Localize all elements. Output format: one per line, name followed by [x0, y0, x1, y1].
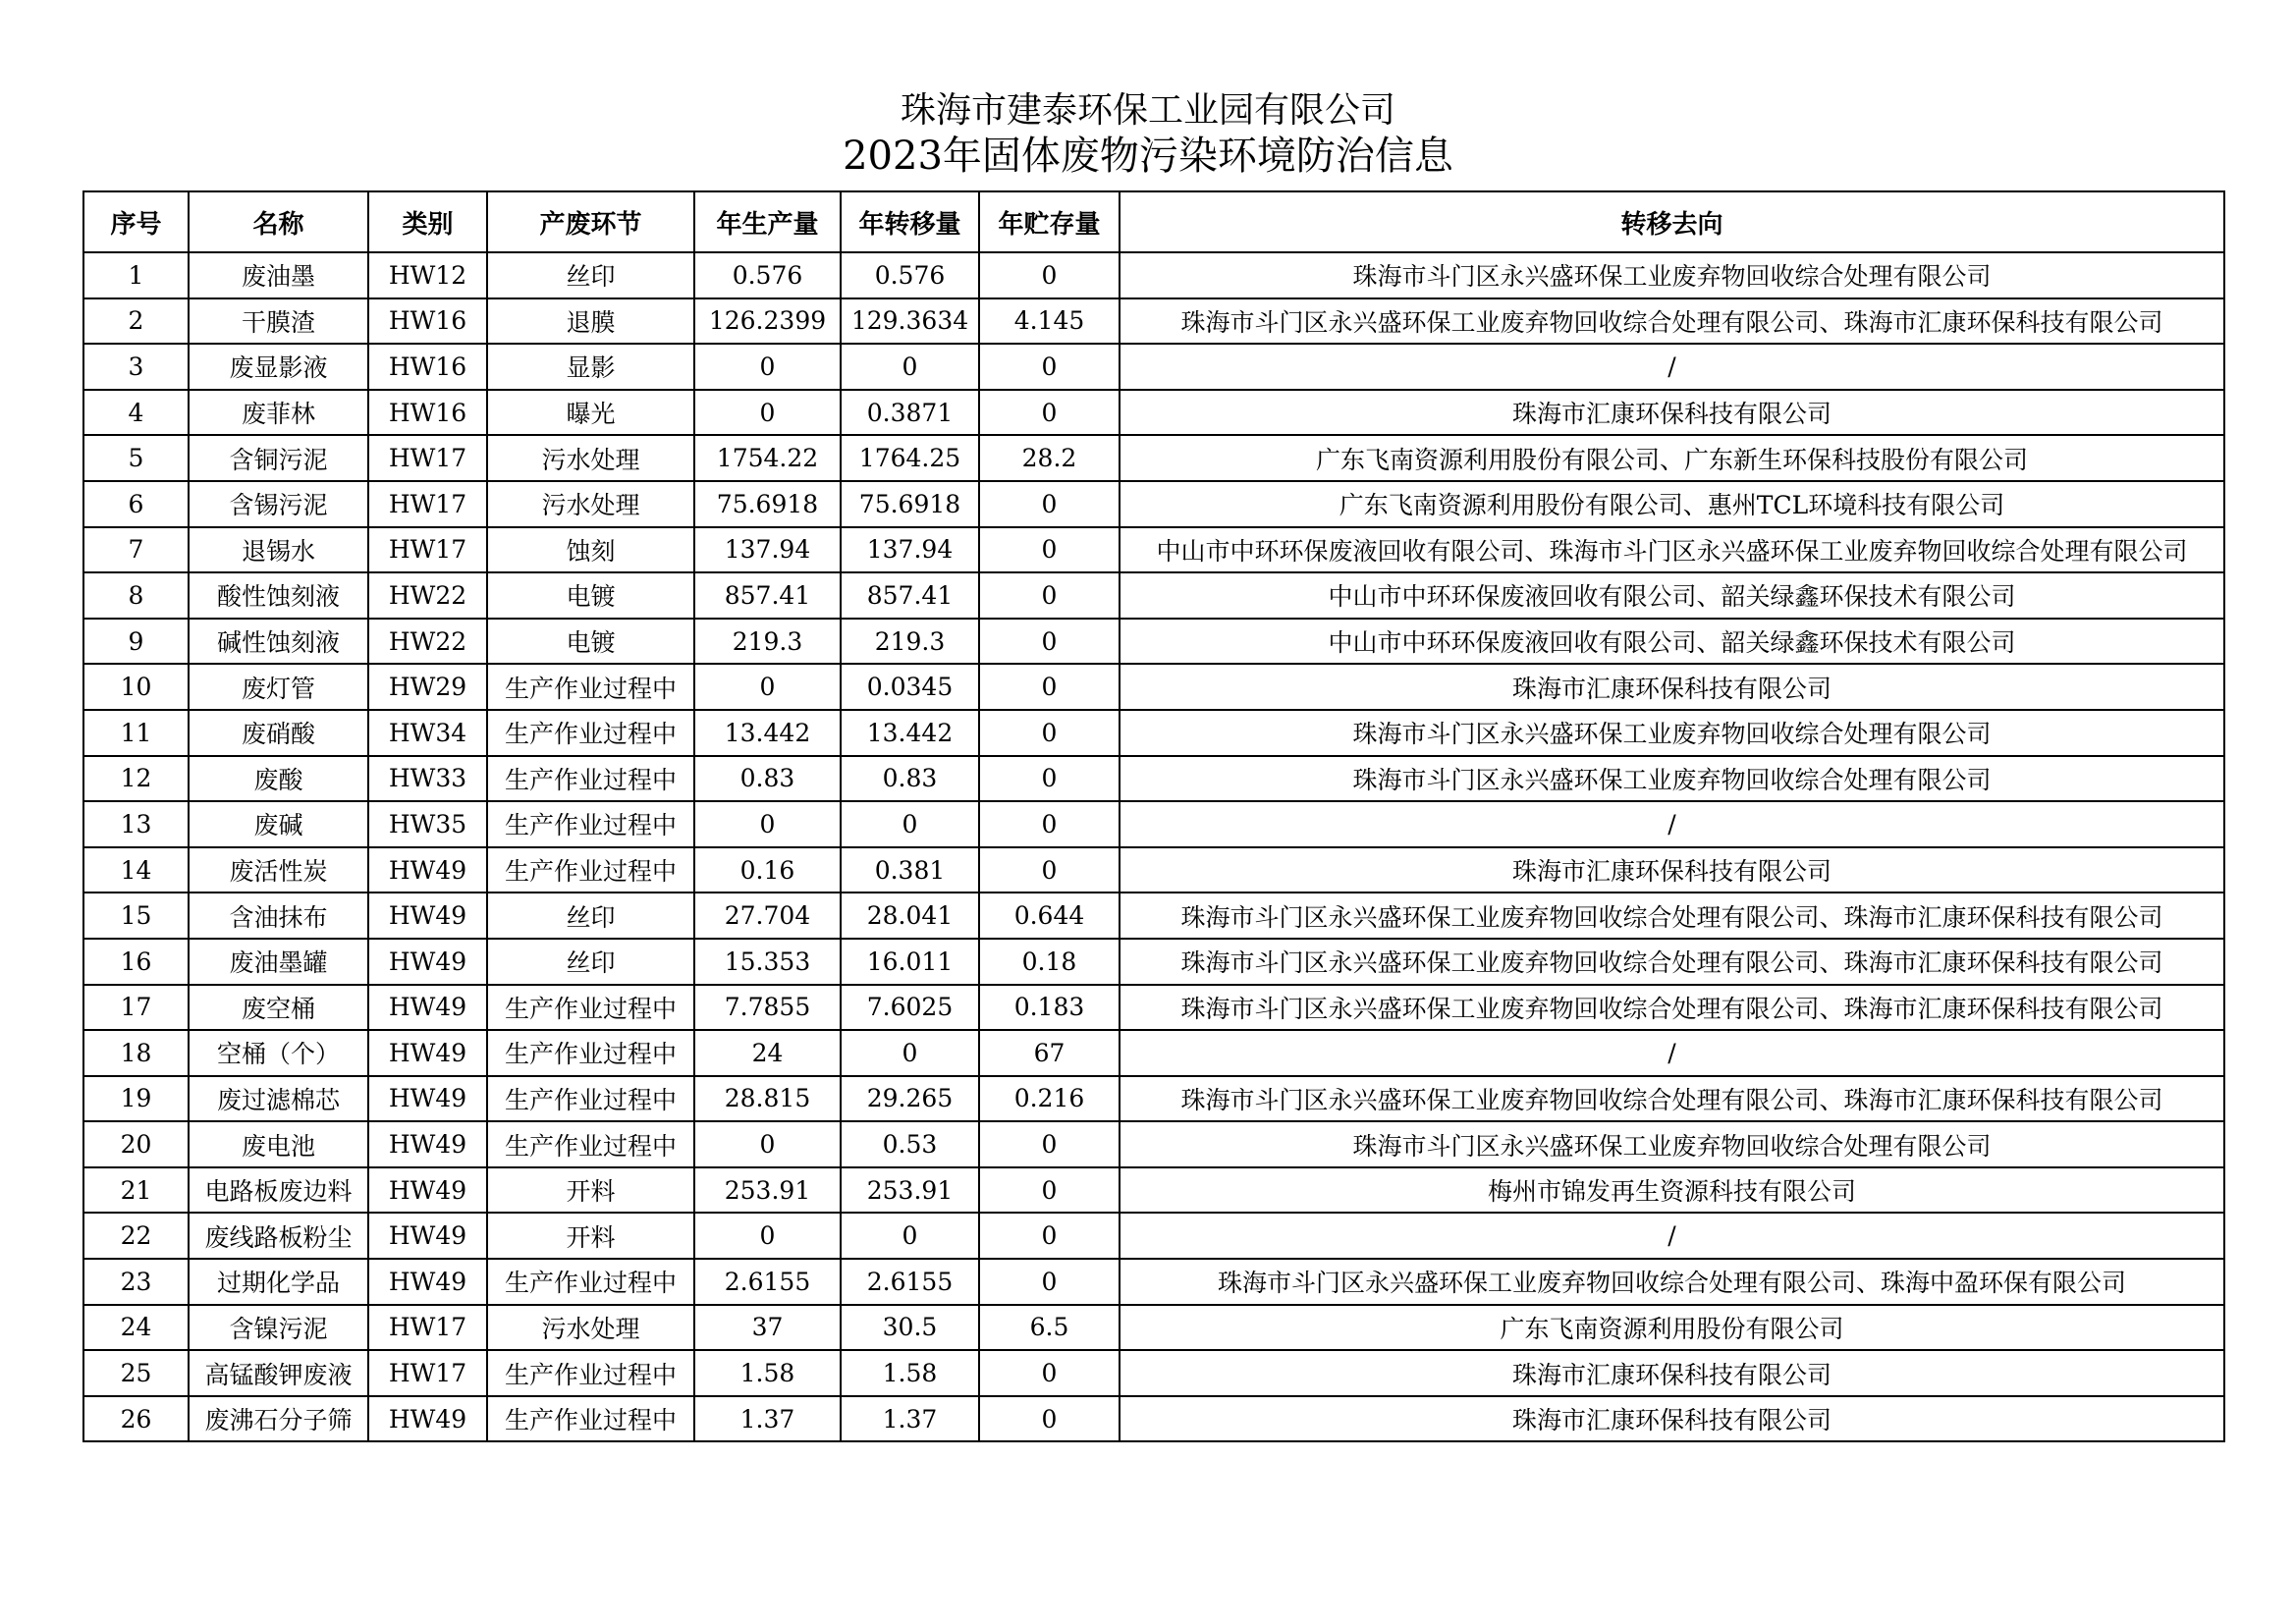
table-row: [83, 664, 2224, 710]
cell-stage: 生产作业过程中: [487, 756, 694, 802]
header-annual-transfer: 年转移量: [841, 191, 979, 252]
cell-stage: 生产作业过程中: [487, 1121, 694, 1167]
cell-storage: 0.183: [979, 985, 1120, 1031]
cell-name: 废灯管: [189, 664, 368, 710]
cell-storage: 0: [979, 847, 1120, 893]
cell-stage: 显影: [487, 344, 694, 390]
cell-storage: 0: [979, 1350, 1120, 1396]
cell-category: HW49: [368, 1396, 487, 1442]
table-row: [83, 847, 2224, 893]
cell-category: HW22: [368, 572, 487, 619]
cell-name: 废线路板粉尘: [189, 1213, 368, 1259]
cell-destination: 珠海市斗门区永兴盛环保工业废弃物回收综合处理有限公司: [1120, 1121, 2224, 1167]
cell-production: 219.3: [694, 619, 841, 665]
cell-storage: 0: [979, 252, 1120, 298]
cell-storage: 0: [979, 1213, 1120, 1259]
cell-serial: 14: [83, 847, 189, 893]
cell-stage: 生产作业过程中: [487, 1076, 694, 1122]
cell-name: 废沸石分子筛: [189, 1396, 368, 1442]
table-row: [83, 619, 2224, 665]
cell-storage: 0: [979, 527, 1120, 573]
cell-production: 0: [694, 801, 841, 847]
cell-category: HW12: [368, 252, 487, 298]
cell-stage: 退膜: [487, 298, 694, 345]
cell-serial: 16: [83, 939, 189, 985]
cell-serial: 5: [83, 435, 189, 481]
table-row: [83, 252, 2224, 298]
cell-transfer: 253.91: [841, 1167, 979, 1214]
cell-stage: 生产作业过程中: [487, 985, 694, 1031]
cell-category: HW16: [368, 344, 487, 390]
cell-transfer: 13.442: [841, 710, 979, 756]
header-generation-stage: 产废环节: [487, 191, 694, 252]
cell-transfer: 0: [841, 1213, 979, 1259]
cell-serial: 3: [83, 344, 189, 390]
cell-production: 0: [694, 344, 841, 390]
cell-production: 0.83: [694, 756, 841, 802]
cell-name: 电路板废边料: [189, 1167, 368, 1214]
cell-category: HW17: [368, 435, 487, 481]
cell-name: 废显影液: [189, 344, 368, 390]
cell-production: 1754.22: [694, 435, 841, 481]
cell-storage: 28.2: [979, 435, 1120, 481]
cell-destination: 中山市中环环保废液回收有限公司、韶关绿鑫环保技术有限公司: [1120, 619, 2224, 665]
cell-production: 0: [694, 1213, 841, 1259]
header-serial: 序号: [83, 191, 189, 252]
table-row: [83, 939, 2224, 985]
cell-name: 含锡污泥: [189, 481, 368, 527]
cell-destination: 珠海市汇康环保科技有限公司: [1120, 1396, 2224, 1442]
cell-transfer: 7.6025: [841, 985, 979, 1031]
cell-destination: 珠海市斗门区永兴盛环保工业废弃物回收综合处理有限公司: [1120, 710, 2224, 756]
cell-serial: 10: [83, 664, 189, 710]
cell-storage: 0: [979, 390, 1120, 436]
cell-serial: 6: [83, 481, 189, 527]
cell-transfer: 29.265: [841, 1076, 979, 1122]
cell-serial: 1: [83, 252, 189, 298]
cell-category: HW34: [368, 710, 487, 756]
cell-category: HW49: [368, 1167, 487, 1214]
cell-category: HW35: [368, 801, 487, 847]
cell-transfer: 0: [841, 1030, 979, 1076]
company-name: 珠海市建泰环保工业园有限公司: [900, 90, 1395, 131]
cell-stage: 电镀: [487, 619, 694, 665]
cell-destination: 珠海市汇康环保科技有限公司: [1120, 664, 2224, 710]
cell-transfer: 0.0345: [841, 664, 979, 710]
cell-name: 过期化学品: [189, 1259, 368, 1305]
table-row: [83, 985, 2224, 1031]
cell-category: HW49: [368, 1121, 487, 1167]
cell-destination: 广东飞南资源利用股份有限公司: [1120, 1305, 2224, 1351]
cell-production: 126.2399: [694, 298, 841, 345]
cell-transfer: 129.3634: [841, 298, 979, 345]
cell-production: 0: [694, 390, 841, 436]
cell-production: 37: [694, 1305, 841, 1351]
cell-transfer: 2.6155: [841, 1259, 979, 1305]
cell-serial: 24: [83, 1305, 189, 1351]
cell-category: HW49: [368, 939, 487, 985]
cell-name: 废硝酸: [189, 710, 368, 756]
cell-storage: 0: [979, 801, 1120, 847]
cell-serial: 23: [83, 1259, 189, 1305]
header-annual-storage: 年贮存量: [979, 191, 1120, 252]
cell-production: 1.58: [694, 1350, 841, 1396]
cell-name: 废菲林: [189, 390, 368, 436]
cell-storage: 0: [979, 344, 1120, 390]
table-row: [83, 710, 2224, 756]
cell-destination: 梅州市锦发再生资源科技有限公司: [1120, 1167, 2224, 1214]
cell-storage: 0: [979, 1259, 1120, 1305]
cell-category: HW17: [368, 481, 487, 527]
cell-production: 27.704: [694, 893, 841, 939]
cell-serial: 21: [83, 1167, 189, 1214]
table-row: [83, 1259, 2224, 1305]
cell-stage: 开料: [487, 1213, 694, 1259]
cell-storage: 0: [979, 1167, 1120, 1214]
cell-stage: 蚀刻: [487, 527, 694, 573]
cell-name: 酸性蚀刻液: [189, 572, 368, 619]
cell-destination: 珠海市斗门区永兴盛环保工业废弃物回收综合处理有限公司、珠海市汇康环保科技有限公司: [1120, 939, 2224, 985]
cell-stage: 生产作业过程中: [487, 847, 694, 893]
cell-stage: 生产作业过程中: [487, 801, 694, 847]
cell-storage: 0: [979, 1121, 1120, 1167]
table-row: [83, 298, 2224, 345]
cell-transfer: 0: [841, 344, 979, 390]
cell-category: HW33: [368, 756, 487, 802]
table-row: [83, 1396, 2224, 1442]
cell-category: HW16: [368, 390, 487, 436]
cell-transfer: 0.53: [841, 1121, 979, 1167]
cell-destination: 珠海市斗门区永兴盛环保工业废弃物回收综合处理有限公司、珠海市汇康环保科技有限公司: [1120, 298, 2224, 345]
cell-stage: 生产作业过程中: [487, 664, 694, 710]
cell-category: HW49: [368, 1030, 487, 1076]
report-title: 2023年固体废物污染环境防治信息: [843, 134, 1453, 179]
cell-destination: 珠海市汇康环保科技有限公司: [1120, 390, 2224, 436]
table-row: [83, 435, 2224, 481]
table-row: [83, 344, 2224, 390]
cell-destination: 中山市中环环保废液回收有限公司、珠海市斗门区永兴盛环保工业废弃物回收综合处理有限公司: [1120, 527, 2224, 573]
cell-storage: 6.5: [979, 1305, 1120, 1351]
cell-serial: 20: [83, 1121, 189, 1167]
cell-stage: 生产作业过程中: [487, 1350, 694, 1396]
cell-stage: 电镀: [487, 572, 694, 619]
cell-transfer: 0.3871: [841, 390, 979, 436]
cell-serial: 22: [83, 1213, 189, 1259]
cell-transfer: 0.381: [841, 847, 979, 893]
cell-production: 24: [694, 1030, 841, 1076]
cell-serial: 25: [83, 1350, 189, 1396]
cell-storage: 0: [979, 619, 1120, 665]
cell-production: 2.6155: [694, 1259, 841, 1305]
cell-name: 废电池: [189, 1121, 368, 1167]
cell-category: HW17: [368, 1305, 487, 1351]
cell-category: HW17: [368, 527, 487, 573]
cell-stage: 污水处理: [487, 481, 694, 527]
cell-production: 0.576: [694, 252, 841, 298]
cell-name: 空桶（个）: [189, 1030, 368, 1076]
cell-destination: 珠海市斗门区永兴盛环保工业废弃物回收综合处理有限公司、珠海市汇康环保科技有限公司: [1120, 985, 2224, 1031]
cell-name: 碱性蚀刻液: [189, 619, 368, 665]
cell-serial: 8: [83, 572, 189, 619]
cell-destination: 珠海市斗门区永兴盛环保工业废弃物回收综合处理有限公司、珠海中盈环保有限公司: [1120, 1259, 2224, 1305]
document-title: [0, 90, 2296, 181]
cell-destination: /: [1120, 1213, 2224, 1259]
cell-name: 废过滤棉芯: [189, 1076, 368, 1122]
cell-serial: 7: [83, 527, 189, 573]
table-row: [83, 1350, 2224, 1396]
cell-stage: 丝印: [487, 252, 694, 298]
cell-production: 857.41: [694, 572, 841, 619]
cell-production: 13.442: [694, 710, 841, 756]
cell-name: 废活性炭: [189, 847, 368, 893]
cell-stage: 污水处理: [487, 435, 694, 481]
table-row: [83, 1121, 2224, 1167]
cell-serial: 18: [83, 1030, 189, 1076]
header-transfer-destination: 转移去向: [1120, 191, 2224, 252]
cell-stage: 生产作业过程中: [487, 1030, 694, 1076]
cell-stage: 开料: [487, 1167, 694, 1214]
cell-category: HW49: [368, 985, 487, 1031]
cell-storage: 0.216: [979, 1076, 1120, 1122]
table-row: [83, 1213, 2224, 1259]
cell-serial: 26: [83, 1396, 189, 1442]
cell-destination: 中山市中环环保废液回收有限公司、韶关绿鑫环保技术有限公司: [1120, 572, 2224, 619]
cell-stage: 丝印: [487, 893, 694, 939]
cell-serial: 19: [83, 1076, 189, 1122]
cell-transfer: 30.5: [841, 1305, 979, 1351]
cell-transfer: 857.41: [841, 572, 979, 619]
cell-transfer: 1.37: [841, 1396, 979, 1442]
cell-stage: 曝光: [487, 390, 694, 436]
cell-category: HW49: [368, 893, 487, 939]
table-body: [83, 252, 2224, 1441]
cell-transfer: 137.94: [841, 527, 979, 573]
header-annual-production: 年生产量: [694, 191, 841, 252]
cell-serial: 2: [83, 298, 189, 345]
cell-storage: 0: [979, 1396, 1120, 1442]
header-category: 类别: [368, 191, 487, 252]
cell-production: 15.353: [694, 939, 841, 985]
cell-production: 28.815: [694, 1076, 841, 1122]
cell-transfer: 0.83: [841, 756, 979, 802]
cell-storage: 0.18: [979, 939, 1120, 985]
cell-stage: 生产作业过程中: [487, 1259, 694, 1305]
cell-destination: 珠海市斗门区永兴盛环保工业废弃物回收综合处理有限公司: [1120, 252, 2224, 298]
cell-storage: 0: [979, 481, 1120, 527]
table-row: [83, 801, 2224, 847]
cell-production: 75.6918: [694, 481, 841, 527]
cell-stage: 丝印: [487, 939, 694, 985]
cell-storage: 0: [979, 756, 1120, 802]
cell-name: 废油墨罐: [189, 939, 368, 985]
cell-serial: 11: [83, 710, 189, 756]
cell-stage: 生产作业过程中: [487, 710, 694, 756]
table-row: [83, 756, 2224, 802]
cell-destination: /: [1120, 801, 2224, 847]
cell-production: 253.91: [694, 1167, 841, 1214]
table-row: [83, 527, 2224, 573]
cell-name: 高锰酸钾废液: [189, 1350, 368, 1396]
cell-category: HW49: [368, 1213, 487, 1259]
cell-category: HW49: [368, 847, 487, 893]
cell-production: 137.94: [694, 527, 841, 573]
cell-storage: 0: [979, 664, 1120, 710]
waste-table: [82, 190, 2225, 1442]
cell-serial: 13: [83, 801, 189, 847]
cell-name: 含油抹布: [189, 893, 368, 939]
cell-transfer: 75.6918: [841, 481, 979, 527]
cell-stage: 污水处理: [487, 1305, 694, 1351]
cell-production: 0.16: [694, 847, 841, 893]
header-row: [83, 191, 2224, 252]
cell-category: HW16: [368, 298, 487, 345]
cell-transfer: 1.58: [841, 1350, 979, 1396]
cell-name: 含镍污泥: [189, 1305, 368, 1351]
cell-storage: 4.145: [979, 298, 1120, 345]
table-row: [83, 1305, 2224, 1351]
cell-serial: 4: [83, 390, 189, 436]
cell-serial: 15: [83, 893, 189, 939]
table-row: [83, 390, 2224, 436]
cell-transfer: 219.3: [841, 619, 979, 665]
cell-serial: 12: [83, 756, 189, 802]
cell-storage: 0.644: [979, 893, 1120, 939]
table-row: [83, 572, 2224, 619]
table-row: [83, 1076, 2224, 1122]
cell-production: 0: [694, 1121, 841, 1167]
cell-serial: 17: [83, 985, 189, 1031]
cell-storage: 0: [979, 572, 1120, 619]
cell-name: 废油墨: [189, 252, 368, 298]
cell-transfer: 16.011: [841, 939, 979, 985]
cell-name: 废碱: [189, 801, 368, 847]
cell-category: HW17: [368, 1350, 487, 1396]
cell-production: 1.37: [694, 1396, 841, 1442]
cell-destination: 珠海市汇康环保科技有限公司: [1120, 1350, 2224, 1396]
cell-destination: /: [1120, 344, 2224, 390]
cell-transfer: 0: [841, 801, 979, 847]
cell-name: 废酸: [189, 756, 368, 802]
table-row: [83, 1167, 2224, 1214]
cell-transfer: 28.041: [841, 893, 979, 939]
cell-destination: 广东飞南资源利用股份有限公司、惠州TCL环境科技有限公司: [1120, 481, 2224, 527]
cell-name: 干膜渣: [189, 298, 368, 345]
header-name: 名称: [189, 191, 368, 252]
cell-transfer: 0.576: [841, 252, 979, 298]
cell-storage: 67: [979, 1030, 1120, 1076]
cell-category: HW49: [368, 1076, 487, 1122]
cell-destination: 珠海市斗门区永兴盛环保工业废弃物回收综合处理有限公司: [1120, 756, 2224, 802]
cell-serial: 9: [83, 619, 189, 665]
cell-destination: 珠海市斗门区永兴盛环保工业废弃物回收综合处理有限公司、珠海市汇康环保科技有限公司: [1120, 893, 2224, 939]
cell-destination: 珠海市汇康环保科技有限公司: [1120, 847, 2224, 893]
cell-destination: 珠海市斗门区永兴盛环保工业废弃物回收综合处理有限公司、珠海市汇康环保科技有限公司: [1120, 1076, 2224, 1122]
cell-category: HW29: [368, 664, 487, 710]
cell-destination: /: [1120, 1030, 2224, 1076]
cell-name: 退锡水: [189, 527, 368, 573]
cell-production: 0: [694, 664, 841, 710]
table-row: [83, 1030, 2224, 1076]
cell-transfer: 1764.25: [841, 435, 979, 481]
cell-category: HW49: [368, 1259, 487, 1305]
cell-name: 含铜污泥: [189, 435, 368, 481]
cell-name: 废空桶: [189, 985, 368, 1031]
cell-stage: 生产作业过程中: [487, 1396, 694, 1442]
cell-storage: 0: [979, 710, 1120, 756]
cell-category: HW22: [368, 619, 487, 665]
cell-destination: 广东飞南资源利用股份有限公司、广东新生环保科技股份有限公司: [1120, 435, 2224, 481]
table-row: [83, 893, 2224, 939]
table-row: [83, 481, 2224, 527]
cell-production: 7.7855: [694, 985, 841, 1031]
